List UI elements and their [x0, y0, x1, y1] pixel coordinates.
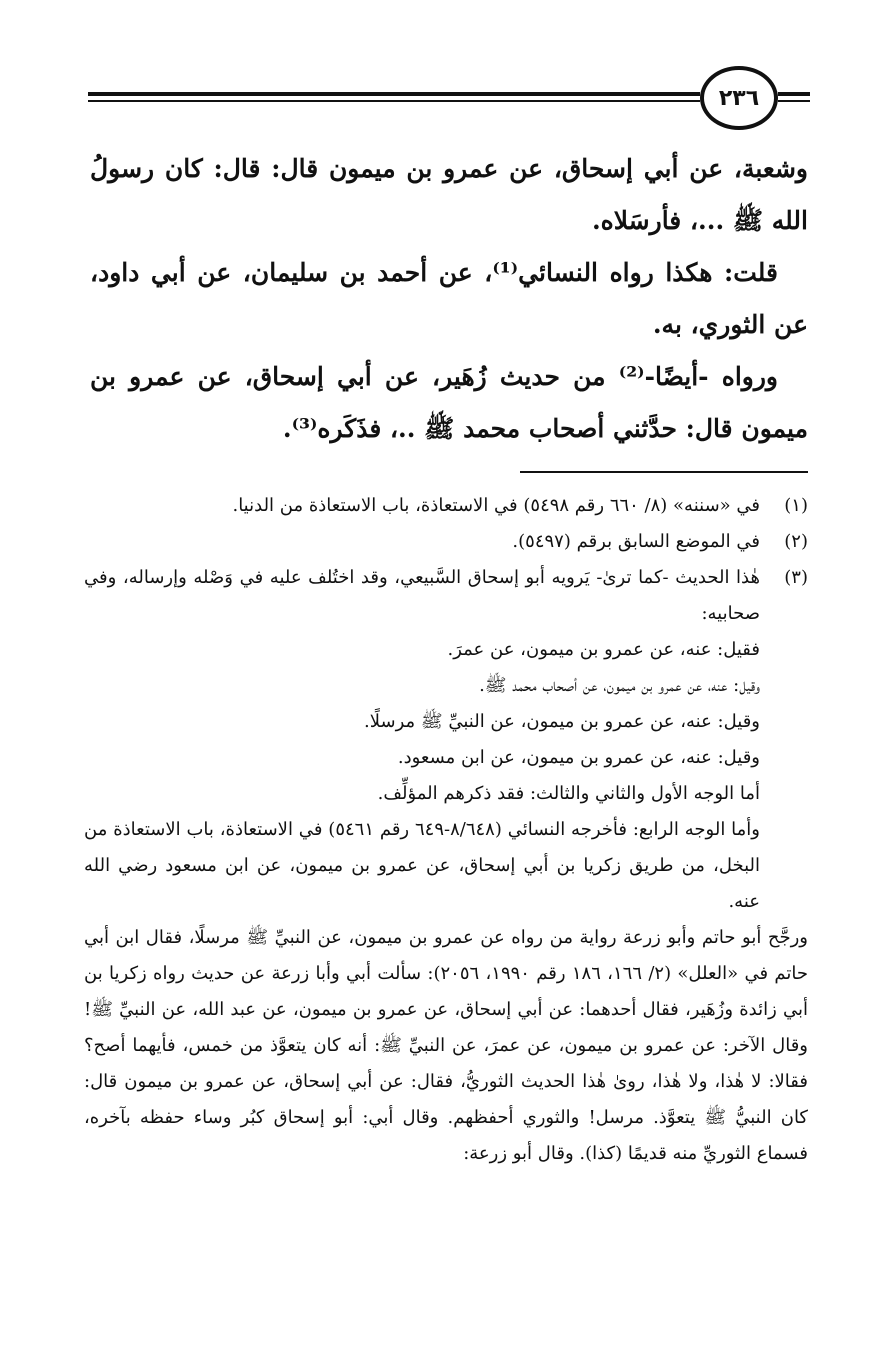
- footnote-line: وقيل: عنه، عن عمرو بن ميمون، عن النبيِّ ﷺ مرسلًا.: [364, 711, 760, 732]
- header-rule-thin: [88, 100, 700, 102]
- footnote-continuation-text: ورجَّح أبو حاتم وأبو زرعة رواية من رواه عن عمرو بن ميمون، عن النبيِّ ﷺ مرسلًا، فقال ابن أبي حاتم في «العلل» (٢/ ١٦٦، ١٨٦ رقم ١٩٩٠، ٢٠٥٦): سألت أبي وأبا زرعة عن حديث رواه زكريا بن أبي زائدة وزُهَير، فقال أحدهما: عن أبي إسحاق، عن عمرو بن ميمون، عن عبد الله، عن النبيِّ ﷺ! وقال الآخر: عن عمرو بن ميمون، عن عمرَ، عن النبيِّ ﷺ: أنه كان يتعوَّذ من خمس، فأيهما أصح؟ فقالا: لا هٰذا، ولا هٰذا، روىٰ هٰذا الحديث الثوريُّ، فقال: عن أبي إسحاق، عن عمرو بن ميمون قال: كان النبيُّ ﷺ يتعوَّذ. مرسل! والثوري أحفظهم. وقال أبي: أبو إسحاق كبُر وساء حفظه بآخره، فسماع الثوريِّ منه قديمًا (كذا). وقال أبو زرعة:: [84, 927, 809, 1164]
- footnote-number: (٢): [784, 531, 808, 552]
- main-paragraph: ورواه -أيضًا-⁽²⁾ من حديث زُهَير، عن أبي إسحاق، عن عمرو بن ميمون قال: حدَّثني أصحاب محمد ﷺ ..، فذَكَره⁽³⁾.: [90, 362, 808, 443]
- footnote-3: [84, 560, 808, 920]
- main-paragraph: قلت: هكذا رواه النسائي⁽¹⁾، عن أحمد بن سليمان، عن أبي داود، عن الثوري، به.: [90, 258, 808, 339]
- footnote-line: في الموضع السابق برقم (٥٤٩٧).: [512, 531, 760, 552]
- main-paragraph: وشعبة، عن أبي إسحاق، عن عمرو بن ميمون قال: قال: كان رسولُ الله ﷺ ...، فأرسَلاه.: [90, 154, 808, 235]
- footnote-separator: [520, 471, 808, 473]
- page-number: ٢٣٦: [700, 66, 778, 130]
- footnote-line: أما الوجه الأول والثاني والثالث: فقد ذكرهم المؤلِّف.: [377, 783, 760, 804]
- page-header: [88, 66, 810, 130]
- footnote-line: في «سننه» (٨/ ٦٦٠ رقم ٥٤٩٨) في الاستعاذة، باب الاستعاذة من الدنيا.: [232, 495, 760, 516]
- footnote-continuation: [84, 920, 808, 1172]
- footnote-line: هٰذا الحديث -كما ترىٰ- يَرويه أبو إسحاق السَّبيعي، وقد اختُلف عليه في وَصْله وإرساله، وفي صحابيه:: [84, 567, 760, 624]
- footnote-body: [84, 560, 760, 920]
- footnote-number: (١): [784, 495, 808, 516]
- footnote-1: [84, 488, 808, 524]
- footnote-2: [84, 524, 808, 560]
- footnotes: [84, 488, 808, 1172]
- footnote-number: (٣): [784, 567, 808, 588]
- footnote-line: وقيل: عنه، عن عمرو بن ميمون، عن ابن مسعود.: [397, 747, 760, 768]
- footnote-body: [84, 524, 760, 560]
- footnote-line: وقيل: عنه، عن عمرو بن ميمون، عن أصحاب محمد ﷺ.: [479, 675, 760, 696]
- header-rule-thin-right: [778, 100, 810, 102]
- header-rule-thick: [88, 92, 700, 96]
- header-rule-thick-right: [778, 92, 810, 96]
- main-text: [90, 143, 808, 455]
- footnote-line: وأما الوجه الرابع: فأخرجه النسائي (٨/٦٤٨-٦٤٩ رقم ٥٤٦١) في الاستعاذة، باب الاستعاذة من البخل، من طريق زكريا بن أبي إسحاق، عن عمرو بن ميمون، عن ابن مسعود رضي الله عنه.: [84, 819, 761, 912]
- footnote-line: فقيل: عنه، عن عمرو بن ميمون، عن عمرَ.: [447, 639, 760, 660]
- footnote-body: [84, 488, 760, 524]
